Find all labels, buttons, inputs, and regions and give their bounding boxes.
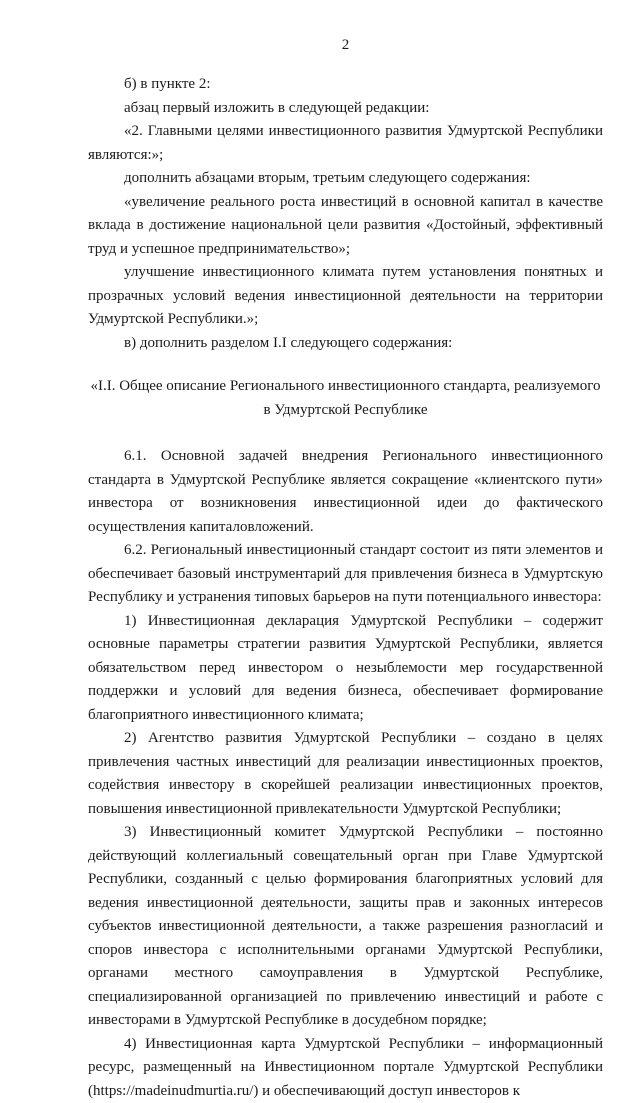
paragraph-instruction: абзац первый изложить в следующей редакции: (88, 97, 603, 121)
paragraph-6-1: 6.1. Основной задачей внедрения Регионального инвестиционного стандарта в Удмуртской Республике является сокращение «клиентского пути» инвестора от возникновения инвестиционной идеи до фактического осуществления капиталовложений. (88, 445, 603, 539)
paragraph-instruction: дополнить абзацами вторым, третьим следующего содержания: (88, 167, 603, 191)
section-heading: «I.I. Общее описание Регионального инвестиционного стандарта, реализуемого в Удмуртской Республике (88, 375, 603, 422)
page-number: 2 (88, 34, 603, 58)
list-item: 3) Инвестиционный комитет Удмуртской Республики – постоянно действующий коллегиальный совещательный орган при Главе Удмуртской Республики, созданный с целью формирования благоприятных условий для ведения инвестиционной деятельности, защиты прав и законных интересов субъектов инвестиционной деятельности, а также разрешения разногласий и споров инвестора с исполнительными органами Удмуртской Республики, органами местного самоуправления в Удмуртской Республике, специализированной организацией по привлечению инвестиций и работе с инвесторами в Удмуртской Республике в досудебном порядке; (88, 821, 603, 1033)
paragraph-quoted-goal: «2. Главными целями инвестиционного развития Удмуртской Республики являются:»; (88, 120, 603, 167)
paragraph-quoted-text: «увеличение реального роста инвестиций в основной капитал в качестве вклада в достижение национальной цели развития «Достойный, эффективный труд и успешное предпринимательство»; (88, 191, 603, 262)
document-body (88, 73, 603, 1103)
paragraph-quoted-text: улучшение инвестиционного климата путем установления понятных и прозрачных условий ведения инвестиционной деятельности на территории Удмуртской Республики.»; (88, 261, 603, 332)
paragraph-6-2: 6.2. Региональный инвестиционный стандарт состоит из пяти элементов и обеспечивает базовый инструментарий для привлечения бизнеса в Удмуртскую Республику и устранения типовых барьеров на пути потенциального инвестора: (88, 539, 603, 610)
paragraph-item-v: в) дополнить разделом I.I следующего содержания: (88, 332, 603, 356)
list-item: 1) Инвестиционная декларация Удмуртской Республики – содержит основные параметры стратегии развития Удмуртской Республики, является обязательством перед инвестором о незыблемости мер государственной поддержки и условий для ведения бизнеса, обеспечивает формирование благоприятного инвестиционного климата; (88, 610, 603, 728)
list-item: 2) Агентство развития Удмуртской Республики – создано в целях привлечения частных инвестиций для реализации инвестиционных проектов, содействия инвестору в скорейшей реализации инвестиционных проектов, повышения инвестиционной привлекательности Удмуртской Республики; (88, 727, 603, 821)
paragraph-item-b: б) в пункте 2: (88, 73, 603, 97)
list-item: 4) Инвестиционная карта Удмуртской Республики – информационный ресурс, размещенный на Инвестиционном портале Удмуртской Республики (https://madeinudmurtia.ru/) и обеспечивающий доступ инвесторов к (88, 1033, 603, 1103)
